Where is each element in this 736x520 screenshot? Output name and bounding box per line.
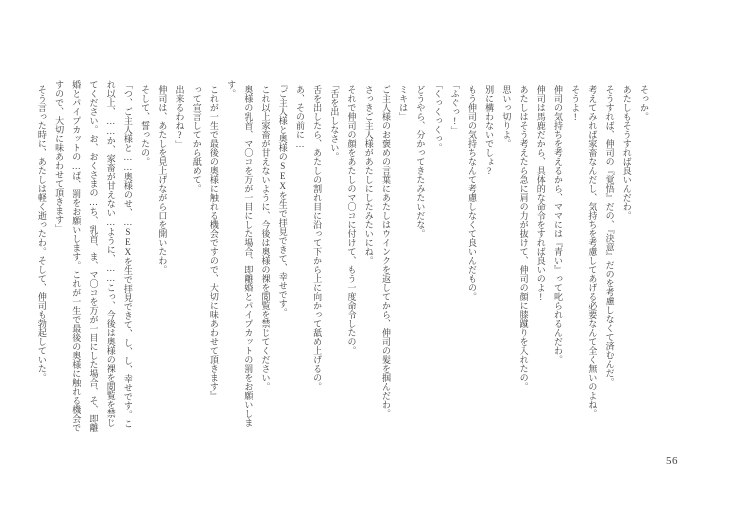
paragraph: さっきご主人様があたしにしたみたいにね。 <box>363 84 374 265</box>
paragraph: もう伸司の気持ちなんて考慮しなくて良いんだもの。 <box>466 84 477 301</box>
paragraph: 舌を出したら、あたしの割れ目に沿って下から上に向かって舐め上げるの。 <box>312 84 323 391</box>
paragraph: それで伸司の顔をあたしのマ〇コに付けて、もう一度命令したの。 <box>346 84 357 355</box>
page-number: 56 <box>666 455 678 467</box>
paragraph: これが一生で最後の奥様に触れる機会ですので、大切に味あわせて頂きます』 <box>208 84 219 400</box>
paragraph: これ以上家畜が甘えないように、今後は奥様の裸を閲覧を禁じてください。 <box>260 84 271 391</box>
paragraph: 思いっ切りよ。 <box>501 84 512 148</box>
paragraph: 伸司は馬鹿だから、具体的な命令をすれば良いのよ! <box>535 84 546 302</box>
paragraph: ミキは」 <box>398 84 409 121</box>
paragraph: 「つ、ご主人様と……奥様のせ、…SEXを生で拝見できて、し、し、幸せです。これ以上、……か、家畜が甘えない…ように、……こっ、今後は奥様の裸を閲覧を禁じてください。お、おくさまの…ち、乳首、ま、マ〇コを万が一目にした場合、そ、即離婚とパイプカットの…ば、罰をお願いします。これが一生で最後の奥様に触れる機会ですので、大切に味あわせて頂きます」 <box>54 80 133 432</box>
paragraph: そして、誓ったの。 <box>140 84 151 166</box>
paragraph: そうよ! <box>570 84 581 122</box>
paragraph: そう言った時に、あたしは軽く逝ったわ。そして、伸司も勃起していた。 <box>36 84 47 382</box>
paragraph: ご主人様のお褒めの言葉にあたしはウインクを返してから、伸司の髪を掴んだわ。 <box>380 84 391 418</box>
paragraph: あ、その前に… <box>294 84 305 149</box>
paragraph: 『ご主人様と奥様のSEXを生で拝見できて、幸せです。 <box>277 80 288 317</box>
paragraph: 伸司は、あたしを見上げながら口を開いたわ。 <box>157 84 168 274</box>
paragraph: 奥様の乳首、マ〇コを万が一目にした場合、即離婚とパイプカットの罰をお願いします。 <box>226 80 254 427</box>
paragraph: 別に構わないでしょ? <box>484 84 495 176</box>
paragraph: 「ふぐっ!」 <box>449 80 460 135</box>
paragraph: 「舌を出しなさい。 <box>329 80 340 161</box>
paragraph: 考えてみれば家畜なんだし、気持ちを考慮してあげる必要なんて全く無いのよね。 <box>587 84 598 418</box>
paragraph: 「くっくっくっ。 <box>432 80 443 152</box>
paragraph: そうすれば、伸司の『覚悟』だの、『決意』だのを考慮しなくて済むんだ。 <box>604 84 615 386</box>
paragraph: あたしもそうすれば良いんだわ。 <box>621 84 632 220</box>
paragraph: あたしはそう考えたら急に肩の力が抜けて、伸司の顔に膝蹴りを入れたの。 <box>518 84 529 391</box>
paragraph: って宣言してから舐めて。 <box>191 84 202 193</box>
vertical-text-body <box>33 80 652 432</box>
paragraph: 出来るわね?」 <box>174 84 185 149</box>
paragraph: 伸司の気持ちを考えるから、ママには『青い』って叱られるんだわ。 <box>552 84 563 364</box>
paragraph: どうやら、分かってきたみたいだな。 <box>415 84 426 238</box>
paragraph: そっか。 <box>639 84 649 121</box>
